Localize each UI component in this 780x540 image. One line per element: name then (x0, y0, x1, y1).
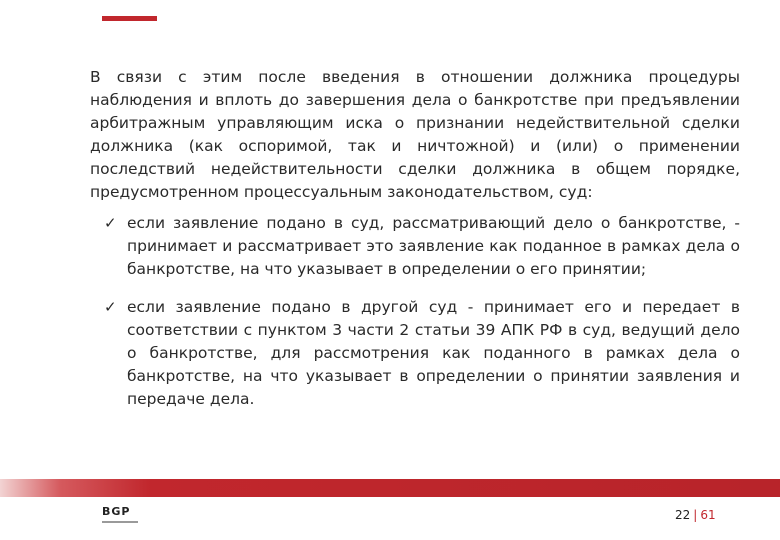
bullet-list (90, 212, 740, 411)
list-item (90, 296, 740, 411)
bullet-text: если заявление подано в другой суд - принимает его и передает в соответствии с пунктом 3 части 2 статьи 39 АПК РФ в суд, ведущий дело о банкротстве, для рассмотрения как поданного в рамках дела о банкротстве, на что указывает в определении о принятии заявления и передаче дела. (127, 298, 740, 408)
slide-content (90, 66, 740, 426)
page-total: 61 (700, 508, 716, 522)
page-separator: | (693, 508, 698, 522)
page-number (675, 508, 716, 522)
footer-band (0, 479, 780, 497)
list-item (90, 212, 740, 281)
checkmark-icon: ✓ (104, 298, 117, 316)
company-logo (102, 506, 142, 528)
logo-underline (102, 521, 138, 523)
logo-text: BGP (102, 505, 131, 518)
intro-paragraph: В связи с этим после введения в отношении должника процедуры наблюдения и вплоть до завершения дела о банкротстве при предъявлении арбитражным управляющим иска о признании недействительной сделки должника (как оспоримой, так и ничтожной) и (или) о применении последствий недействительности сделки должника в общем порядке, предусмотренном процессуальным законодательством, суд: (90, 68, 740, 201)
title-accent-bar (102, 16, 157, 21)
checkmark-icon: ✓ (104, 214, 117, 232)
page-current: 22 (675, 508, 691, 522)
bullet-text: если заявление подано в суд, рассматривающий дело о банкротстве, - принимает и рассматривает это заявление как поданное в рамках дела о банкротстве, на что указывает в определении о его принятии; (127, 214, 740, 278)
